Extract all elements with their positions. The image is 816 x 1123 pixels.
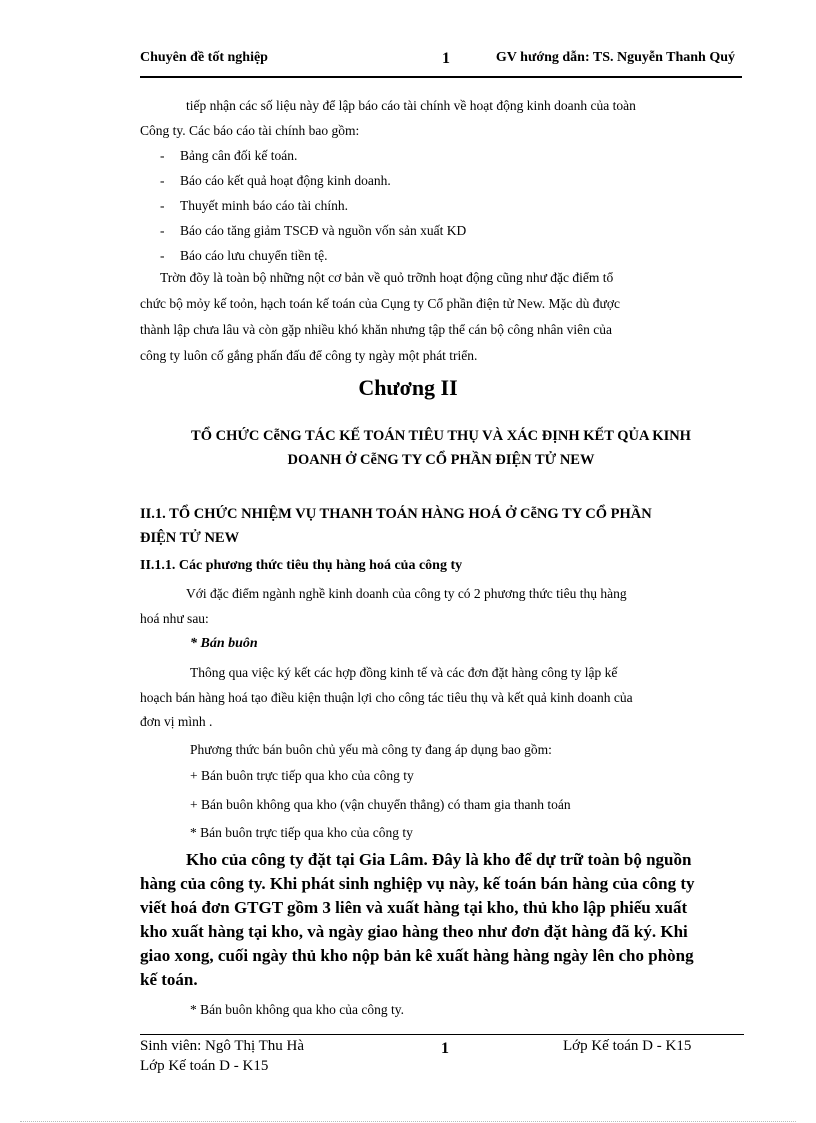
contract-line-3: đơn vị mình . xyxy=(140,714,213,729)
method-item-3: * Bán buôn trực tiếp qua kho của công ty xyxy=(190,825,413,840)
bold-paragraph-line-1: Kho của công ty đặt tại Gia Lâm. Đây là kho để dự trữ toàn bộ nguồn xyxy=(186,850,692,869)
summary-line-1: Trờn đõy là toàn bộ những nột cơ bản về quỏ trỡnh hoạt động cũng như đặc điểm tổ xyxy=(160,270,614,285)
summary-line-4: công ty luôn cố gắng phấn đấu để công ty ngày một phát triển. xyxy=(140,348,478,363)
chapter-title-line-1: TỔ CHỨC CễNG TÁC KẾ TOÁN TIÊU THỤ VÀ XÁC ĐỊNH KẾT QỦA KINH xyxy=(191,428,691,444)
summary-line-2: chức bộ mỏy kế toỏn, hạch toán kế toán của Cụng ty Cổ phần điện tử New. Mặc dù được xyxy=(140,296,620,311)
summary-line-3: thành lập chưa lâu và còn gặp nhiều khó khăn nhưng tập thể cán bộ công nhân viên của xyxy=(140,322,612,337)
section-heading-line-2: ĐIỆN TỬ NEW xyxy=(140,530,240,546)
list-item: - Báo cáo tăng giảm TSCĐ và nguồn vốn sản xuất KD xyxy=(160,223,467,238)
footer-student: Sinh viên: Ngô Thị Thu Hà xyxy=(140,1038,305,1054)
page-header xyxy=(140,50,740,70)
header-advisor: GV hướng dẫn: TS. Nguyễn Thanh Quý xyxy=(495,50,735,65)
bold-paragraph-line-5: giao xong, cuối ngày thủ kho nộp bản kê xuất hàng hàng ngày lên cho phòng xyxy=(140,946,694,965)
bold-paragraph-line-2: hàng của công ty. Khi phát sinh nghiệp vụ này, kế toán bán hàng của công ty xyxy=(140,874,695,893)
wholesale-heading: * Bán buôn xyxy=(190,636,258,651)
footer-class-right: Lớp Kế toán D - K15 xyxy=(563,1038,692,1054)
method-item-2: + Bán buôn không qua kho (vận chuyển thẳng) có tham gia thanh toán xyxy=(190,797,571,812)
footer-rule xyxy=(140,1034,744,1035)
page-edge xyxy=(20,1121,796,1122)
bold-paragraph-line-4: kho xuất hàng tại kho, và ngày giao hàng theo như đơn đặt hàng đã ký. Khi xyxy=(140,922,688,941)
intro-line-2: Công ty. Các báo cáo tài chính bao gồm: xyxy=(140,123,360,138)
footer-class-left: Lớp Kế toán D - K15 xyxy=(140,1058,269,1074)
methods-line-1: Với đặc điểm ngành nghề kinh doanh của công ty có 2 phương thức tiêu thụ hàng xyxy=(186,586,627,601)
intro-line-1: tiếp nhận các số liệu này để lập báo cáo tài chính về hoạt động kinh doanh của toàn xyxy=(186,98,636,113)
chapter-title-line-2: DOANH Ở CễNG TY CỔ PHẦN ĐIỆN TỬ NEW xyxy=(287,452,595,468)
header-rule xyxy=(140,76,742,78)
bold-paragraph-line-3: viết hoá đơn GTGT gồm 3 liên và xuất hàng tại kho, thủ kho lập phiếu xuất xyxy=(140,898,688,917)
footer-page-number: 1 xyxy=(441,1040,449,1057)
section-heading-line-1: II.1. TỔ CHỨC NHIỆM VỤ THANH TOÁN HÀNG HOÁ Ở CễNG TY CỔ PHẦN xyxy=(140,506,652,522)
chapter-heading: Chương II xyxy=(358,375,458,400)
list-item: - Thuyết minh báo cáo tài chính. xyxy=(160,198,348,213)
method-item-1: + Bán buôn trực tiếp qua kho của công ty xyxy=(190,768,414,783)
header-title: Chuyên đề tốt nghiệp xyxy=(140,50,268,65)
subsection-heading: II.1.1. Các phương thức tiêu thụ hàng hoá của công ty xyxy=(140,558,463,573)
list-item: - Bảng cân đối kế toán. xyxy=(160,148,298,163)
methods-line-2: hoá như sau: xyxy=(140,611,209,626)
method-intro: Phương thức bán buôn chủ yếu mà công ty đang áp dụng bao gồm: xyxy=(190,742,552,757)
bold-paragraph-line-6: kế toán. xyxy=(140,970,198,989)
header-page-number: 1 xyxy=(442,50,450,67)
list-item: - Báo cáo lưu chuyển tiền tệ. xyxy=(160,248,328,263)
list-item: - Báo cáo kết quả hoạt động kinh doanh. xyxy=(160,173,391,188)
method-item-4: * Bán buôn không qua kho của công ty. xyxy=(190,1002,404,1017)
contract-line-2: hoạch bán hàng hoá tạo điều kiện thuận lợi cho công tác tiêu thụ và kết quả kinh doanh của xyxy=(140,690,633,705)
contract-line-1: Thông qua việc ký kết các hợp đồng kinh tế và các đơn đặt hàng công ty lập kế xyxy=(190,665,618,680)
